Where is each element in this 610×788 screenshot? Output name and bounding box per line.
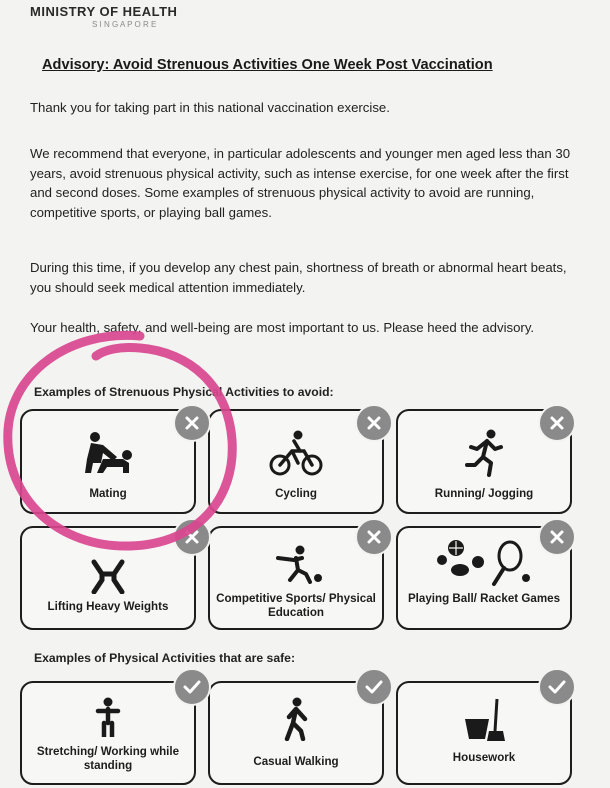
- avoid-x-badge: [173, 404, 211, 442]
- bucket-broom-icon: [459, 697, 509, 741]
- ministry-logo-text: MINISTRY OF HEALTH: [30, 4, 178, 19]
- safe-check-badge: [173, 668, 211, 706]
- card-label: Lifting Heavy Weights: [47, 600, 169, 613]
- checkmark-icon: [183, 679, 201, 695]
- close-icon: [184, 529, 200, 545]
- cyclist-icon: [268, 429, 324, 477]
- avoid-x-badge: [538, 404, 576, 442]
- card-label: Competitive Sports/ Physical Education: [216, 592, 376, 619]
- safe-check-badge: [538, 668, 576, 706]
- avoid-card-mating: [20, 409, 196, 514]
- ministry-subtitle: S I N G A P O R E: [92, 20, 157, 29]
- checkmark-icon: [548, 679, 566, 695]
- avoid-x-badge: [173, 518, 211, 556]
- card-label: Running/ Jogging: [434, 487, 534, 500]
- card-label: Playing Ball/ Racket Games: [407, 592, 561, 605]
- card-label: Housework: [452, 751, 516, 764]
- runner-icon: [461, 429, 507, 477]
- card-label: Mating: [89, 487, 127, 500]
- intro-paragraph: Thank you for taking part in this national vaccination exercise.: [30, 100, 390, 115]
- avoid-x-badge: [355, 518, 393, 556]
- close-icon: [366, 415, 382, 431]
- close-icon: [366, 529, 382, 545]
- card-label: Stretching/ Working while standing: [36, 745, 180, 772]
- advisory-title: Advisory: Avoid Strenuous Activities One Week Post Vaccination: [42, 57, 493, 73]
- weightlifter-icon: [88, 558, 128, 594]
- walker-icon: [279, 697, 313, 741]
- avoid-x-badge: [355, 404, 393, 442]
- couple-icon: [73, 429, 143, 477]
- recommendation-paragraph: We recommend that everyone, in particular adolescents and younger men aged less than 30 years, avoid strenuous physical activity, such as intense exercise, for one week after the first and second doses. Some examples of strenuous physical activity to avoid are running, competitive sports, or playing ball games.: [30, 146, 571, 220]
- standing-person-icon: [93, 697, 123, 737]
- close-icon: [549, 529, 565, 545]
- card-label: Cycling: [275, 487, 317, 500]
- symptoms-paragraph: During this time, if you develop any chest pain, shortness of breath or abnormal heart beats, you should seek medical attention immediately.: [30, 260, 567, 295]
- safe-card-stretching: [20, 681, 196, 785]
- card-label: Casual Walking: [253, 755, 339, 768]
- safe-heading: Examples of Physical Activities that are safe:: [34, 651, 296, 665]
- closing-paragraph: Your health, safety, and well-being are most important to us. Please heed the advisory.: [30, 320, 535, 335]
- ball-racket-icon: [434, 538, 534, 588]
- close-icon: [184, 415, 200, 431]
- safe-check-badge: [355, 668, 393, 706]
- avoid-heading: Examples of Strenuous Physical Activities to avoid:: [34, 385, 334, 399]
- sports-icon: [266, 544, 326, 584]
- close-icon: [549, 415, 565, 431]
- avoid-card-weights: [20, 526, 196, 630]
- checkmark-icon: [365, 679, 383, 695]
- avoid-x-badge: [538, 518, 576, 556]
